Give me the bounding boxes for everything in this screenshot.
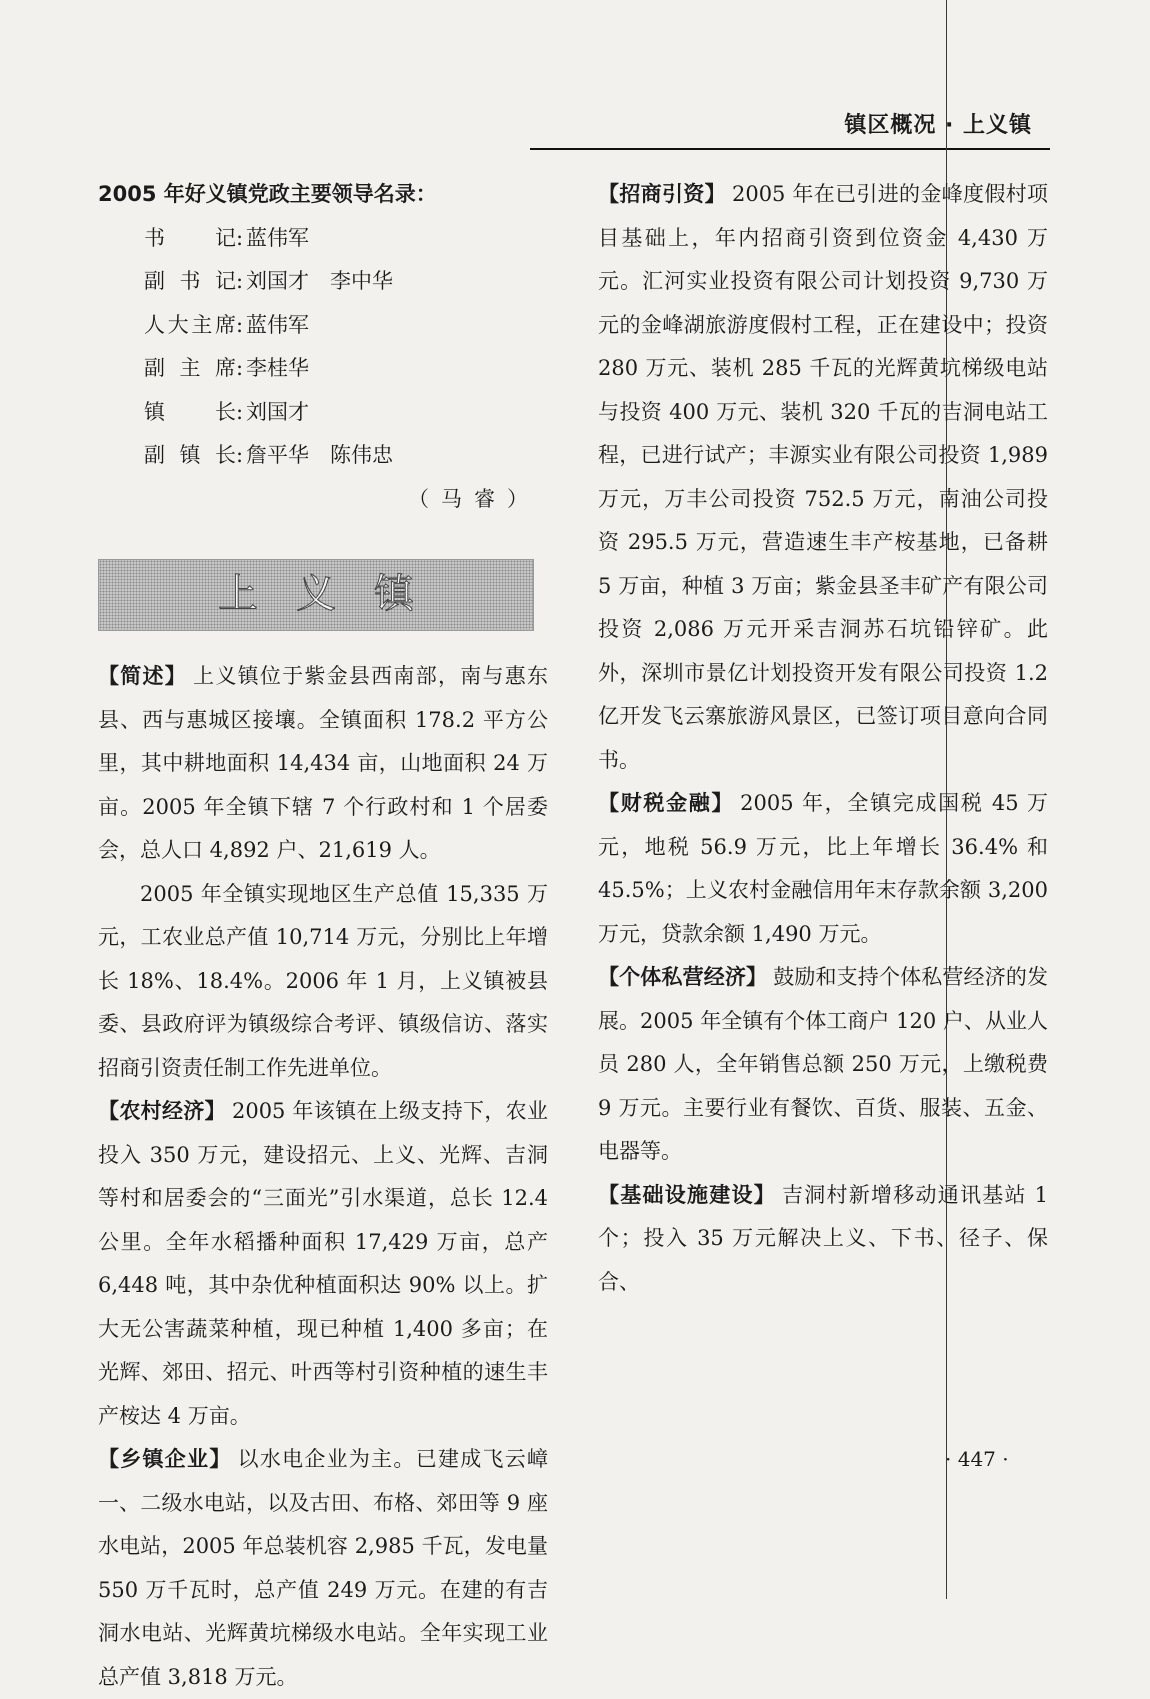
section-tag: 【个体私营经济】 [598, 965, 768, 989]
page-number: · 447 · [945, 1447, 1009, 1471]
section-tag: 【农村经济】 [98, 1099, 226, 1123]
leader-names: 刘国才 李中华 [246, 269, 393, 293]
leader-role: 副镇长 [144, 443, 236, 467]
paragraph-infrastructure [598, 1174, 1048, 1305]
section-tag: 【乡镇企业】 [98, 1447, 232, 1471]
leader-names: 蓝伟军 [246, 312, 309, 337]
paragraph-rural-economy [98, 1090, 548, 1438]
leader-row: 镇长: 刘国才 [98, 391, 548, 435]
paragraph-text: 上义镇位于紫金县西南部，南与惠东县、西与惠城区接壤。全镇面积 178.2 平方公里，其中耕地面积 14,434 亩，山地面积 24 万亩。2005 年全镇下辖 7 个行政村和 1 个居委会，总人口 4,892 户、21,619 人。 [98, 664, 549, 862]
paragraph-economy [98, 873, 548, 1091]
paragraph-text: 2005 年在已引进的金峰度假村项目基础上，年内招商引资到位资金 4,430 万元。汇河实业投资有限公司计划投资 9,730 万元的金峰湖旅游度假村工程，正在建设中；投资 280 万元、装机 285 千瓦的光辉黄坑梯级电站与投资 400 万元、装机 320 千瓦的吉洞电站工程，已进行试产；丰源实业有限公司投资 1,989 万元，万丰公司投资 752.5 万元，南油公司投资 295.5 万元，营造速生丰产桉基地，已备耕 5 万亩，种植 3 万亩；紫金县圣丰矿产有限公司投资 2,086 万元开采吉洞苏石坑铅锌矿。此外，深圳市景亿计划投资开发有限公司投资 1.2 亿开发飞云寨旅游风景区，已签订项目意向合同书。 [598, 182, 1049, 772]
header-rule [530, 148, 1050, 150]
section-tag: 【财税金融】 [598, 791, 735, 815]
paragraph-township-enterprise [98, 1438, 548, 1699]
paragraph-text: 以水电企业为主。已建成飞云嶂一、二级水电站，以及古田、布格、郊田等 9 座水电站，2005 年总装机容 2,985 千瓦，发电量 550 万千瓦时，总产值 249 万元。在建的有吉洞水电站、光辉黄坑梯级水电站。全年实现工业总产值 3,818 万元。 [98, 1447, 549, 1689]
leader-names: 李桂华 [246, 356, 309, 380]
paragraph-text: 吉洞村新增移动通讯基站 1 个；投入 35 万元解决上义、下书、径子、保合、 [598, 1182, 1048, 1294]
leader-role: 人大主席 [144, 312, 236, 337]
paragraph-tax-finance [598, 782, 1048, 956]
section-banner [98, 559, 534, 631]
leader-role: 副主席 [144, 356, 236, 380]
leader-names: 刘国才 [246, 399, 309, 424]
paragraph-text: 鼓励和支持个体私营经济的发展。2005 年全镇有个体工商户 120 户、从业人员 280 人，全年销售总额 250 万元，上缴税费 9 万元。主要行业有餐饮、百货、服装、五金、电器等。 [598, 965, 1049, 1163]
leader-row: 副镇长: 詹平华 陈伟忠 [98, 434, 548, 478]
paragraph-private-economy [598, 956, 1048, 1174]
leader-row: 副主席: 李桂华 [98, 347, 548, 391]
paragraph-text: 2005 年该镇在上级支持下，农业投入 350 万元，建设招元、上义、光辉、吉洞等村和居委会的“三面光”引水渠道，总长 12.4 公里。全年水稻播种面积 17,429 万亩，总产 6,448 吨，其中杂优种植面积达 90% 以上。扩大无公害蔬菜种植，现已种植 1,400 多亩；在光辉、郊田、招元、叶西等村引资种植的速生丰产桉达 4 万亩。 [98, 1099, 549, 1428]
leader-role: 副书记 [144, 269, 236, 293]
leader-row: 副书记: 刘国才 李中华 [98, 260, 548, 304]
paragraph-text: 2005 年，全镇完成国税 45 万元，地税 56.9 万元，比上年增长 36.4% 和 45.5%；上义农村金融信用年末存款余额 3,200 万元，贷款余额 1,490 万元。 [598, 791, 1048, 946]
left-column [98, 173, 548, 1699]
right-column [598, 173, 1048, 1304]
section-tag: 【简述】 [98, 664, 188, 688]
paragraph-text: 2005 年全镇实现地区生产总值 15,335 万元，工农业总产值 10,714 万元，分别比上年增长 18%、18.4%。2006 年 1 月，上义镇被县委、县政府评为镇级综合考评、镇级信访、落实招商引资责任制工作先进单位。 [98, 881, 548, 1080]
paragraph-overview [98, 655, 548, 873]
leader-row: 书记: 蓝伟军 [98, 217, 548, 261]
leader-row: 人大主席: 蓝伟军 [98, 304, 548, 348]
section-tag: 【基础设施建设】 [598, 1182, 776, 1207]
section-title: 上义镇 [218, 571, 452, 618]
leader-names: 詹平华 陈伟忠 [246, 443, 393, 467]
section-tag: 【招商引资】 [598, 182, 726, 206]
author-credit: （马睿） [408, 486, 540, 511]
paragraph-investment [598, 173, 1048, 782]
running-header: 镇区概况 · 上义镇 [844, 113, 1032, 138]
leader-role: 镇长 [144, 399, 236, 424]
leaders-list-title: 2005 年好义镇党政主要领导名录： [98, 182, 437, 206]
leader-names: 蓝伟军 [246, 225, 309, 250]
leader-role: 书记 [144, 225, 236, 250]
